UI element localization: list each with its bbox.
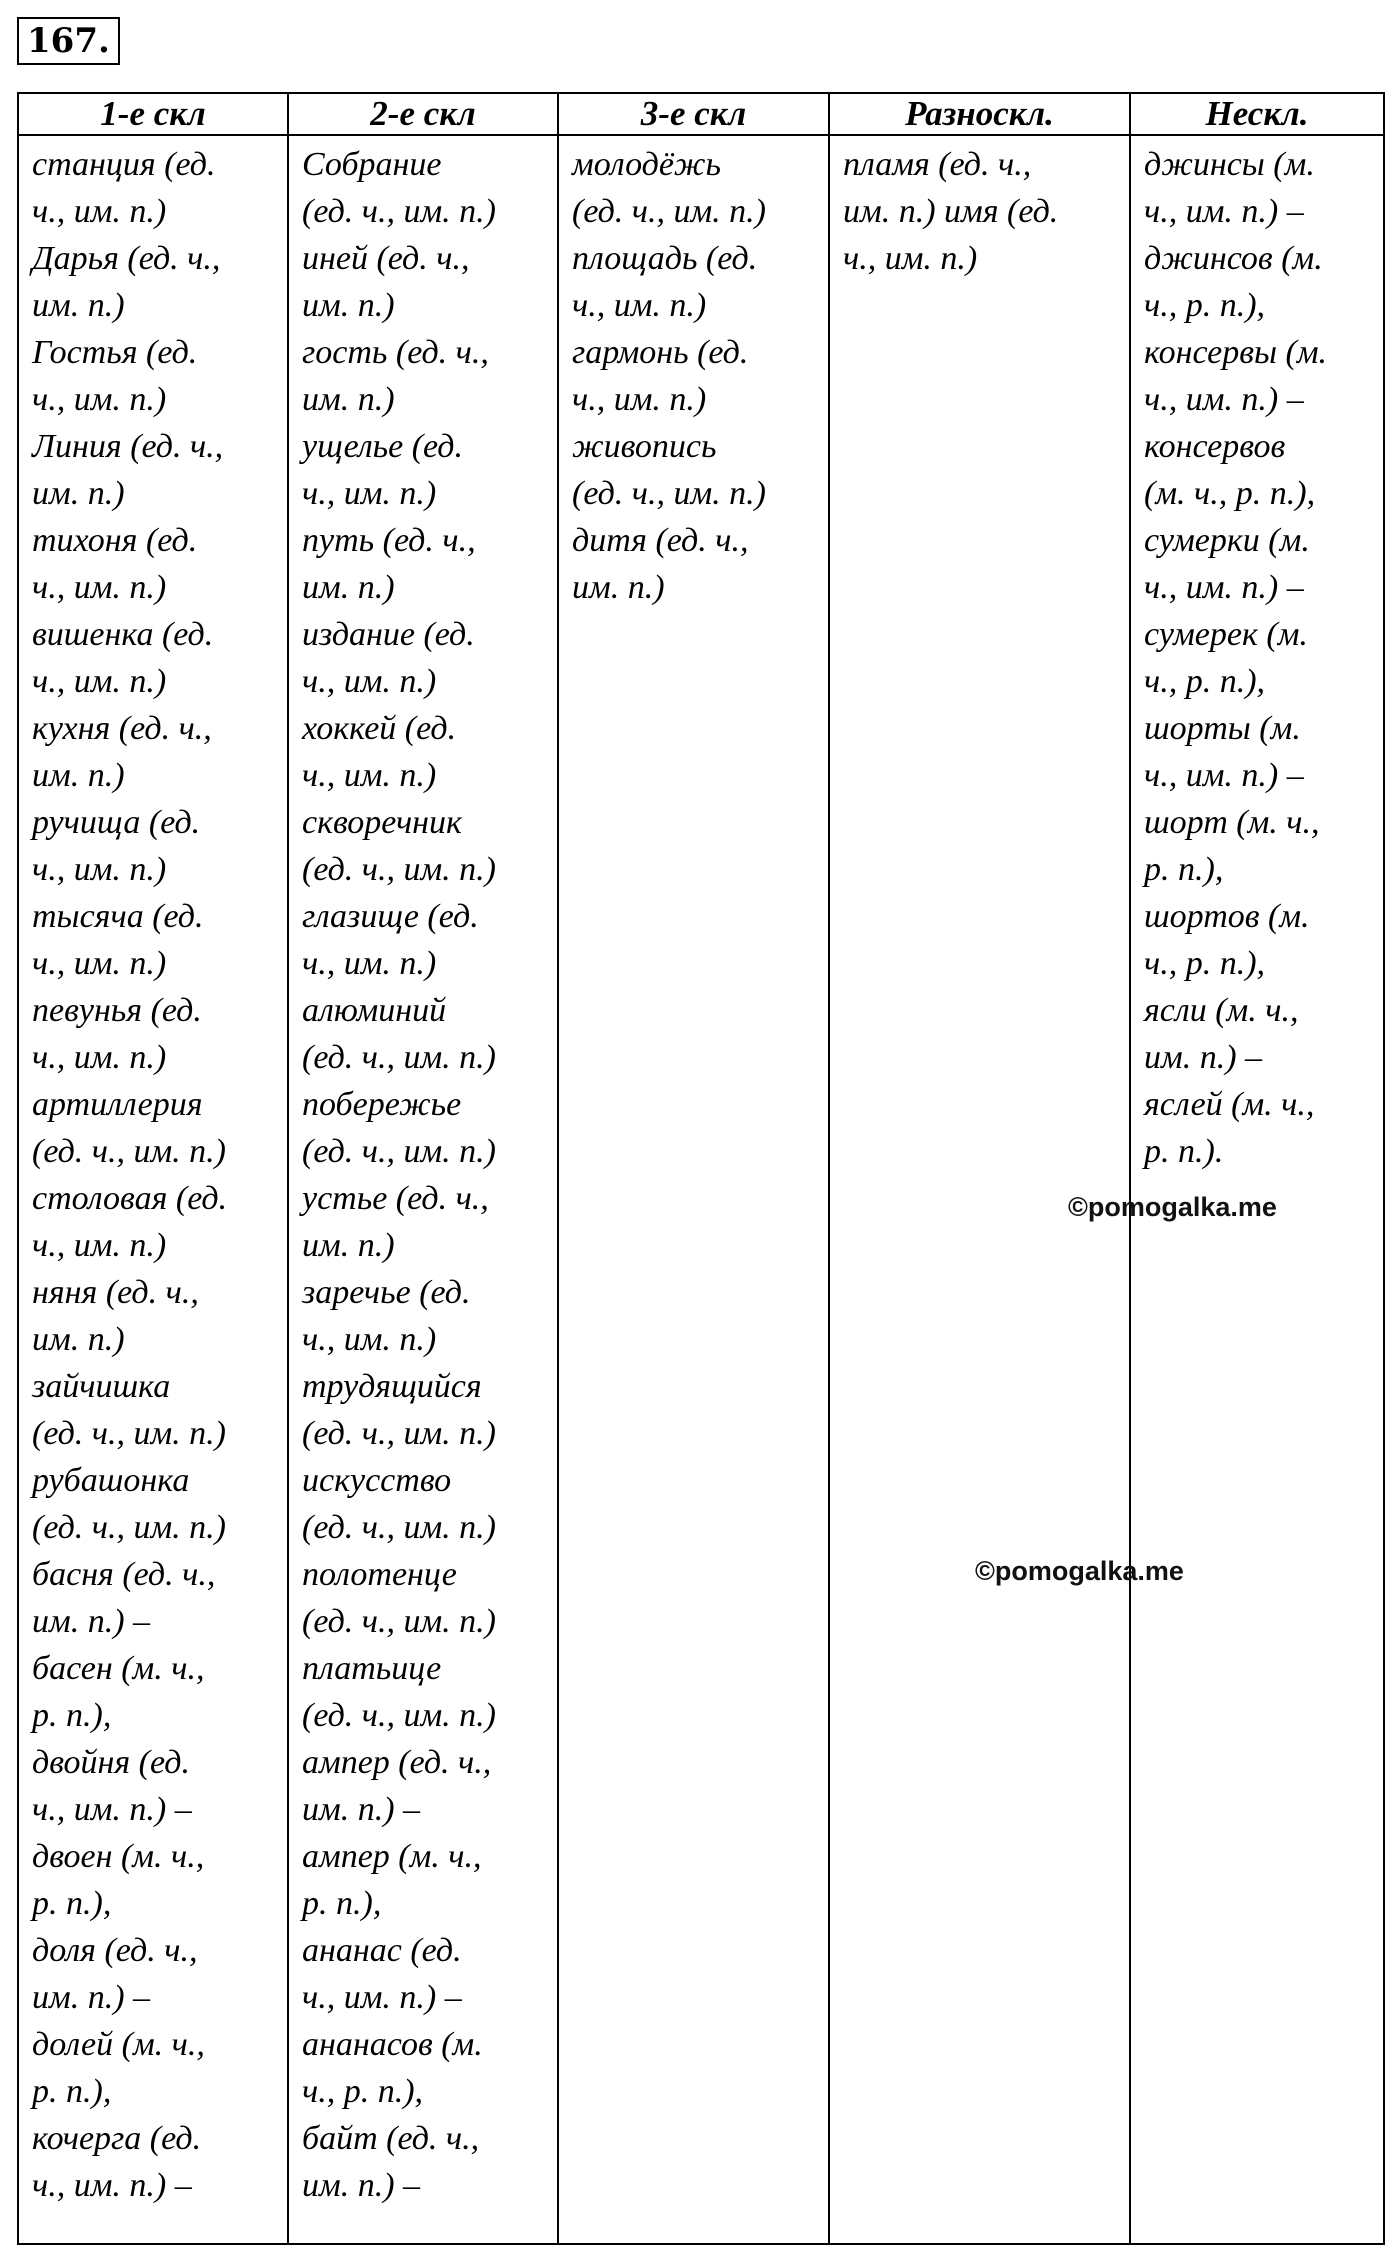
cell-heteroclitic: пламя (ед. ч., им. п.) имя (ед. ч., им. п.) <box>829 135 1130 2244</box>
cell-third-declension: молодёжь (ед. ч., им. п.) площадь (ед. ч., им. п.) гармонь (ед. ч., им. п.) живопись (ед. ч., им. п.) дитя (ед. ч., им. п.) <box>558 135 829 2244</box>
cell-indeclinable: джинсы (м. ч., им. п.) – джинсов (м. ч., р. п.), консервы (м. ч., им. п.) – консервов (м. ч., р. п.), сумерки (м. ч., им. п.) – сумерек (м. ч., р. п.), шорты (м. ч., им. п.) – шорт (м. ч., р. п.), шортов (м. ч., р. п.), ясли (м. ч., им. п.) – яслей (м. ч., р. п.). <box>1130 135 1384 2244</box>
declension-table <box>17 92 1385 2245</box>
header-second-declension: 2-е скл <box>288 93 558 135</box>
header-first-declension: 1-е скл <box>18 93 288 135</box>
cell-second-declension: Собрание (ед. ч., им. п.) иней (ед. ч., им. п.) гость (ед. ч., им. п.) ущелье (ед. ч., им. п.) путь (ед. ч., им. п.) издание (ед. ч., им. п.) хоккей (ед. ч., им. п.) скворечник (ед. ч., им. п.) глазище (ед. ч., им. п.) алюминий (ед. ч., им. п.) побережье (ед. ч., им. п.) устье (ед. ч., им. п.) заречье (ед. ч., им. п.) трудящийся (ед. ч., им. п.) искусство (ед. ч., им. п.) полотенце (ед. ч., им. п.) платьице (ед. ч., им. п.) ампер (ед. ч., им. п.) – ампер (м. ч., р. п.), ананас (ед. ч., им. п.) – ананасов (м. ч., р. п.), байт (ед. ч., им. п.) – <box>288 135 558 2244</box>
watermark: ©pomogalka.me <box>1068 1192 1277 1222</box>
table-header-row <box>18 93 1384 135</box>
header-third-declension: 3-е скл <box>558 93 829 135</box>
header-heteroclitic: Разноскл. <box>829 93 1130 135</box>
header-indeclinable: Нескл. <box>1130 93 1384 135</box>
table-row <box>18 135 1384 2244</box>
exercise-number: 167. <box>17 17 120 65</box>
cell-first-declension: станция (ед. ч., им. п.) Дарья (ед. ч., им. п.) Гостья (ед. ч., им. п.) Линия (ед. ч., им. п.) тихоня (ед. ч., им. п.) вишенка (ед. ч., им. п.) кухня (ед. ч., им. п.) ручища (ед. ч., им. п.) тысяча (ед. ч., им. п.) певунья (ед. ч., им. п.) артиллерия (ед. ч., им. п.) столовая (ед. ч., им. п.) няня (ед. ч., им. п.) зайчишка (ед. ч., им. п.) рубашонка (ед. ч., им. п.) басня (ед. ч., им. п.) – басен (м. ч., р. п.), двойня (ед. ч., им. п.) – двоен (м. ч., р. п.), доля (ед. ч., им. п.) – долей (м. ч., р. п.), кочерга (ед. ч., им. п.) – <box>18 135 288 2244</box>
watermark: ©pomogalka.me <box>975 1556 1184 1586</box>
